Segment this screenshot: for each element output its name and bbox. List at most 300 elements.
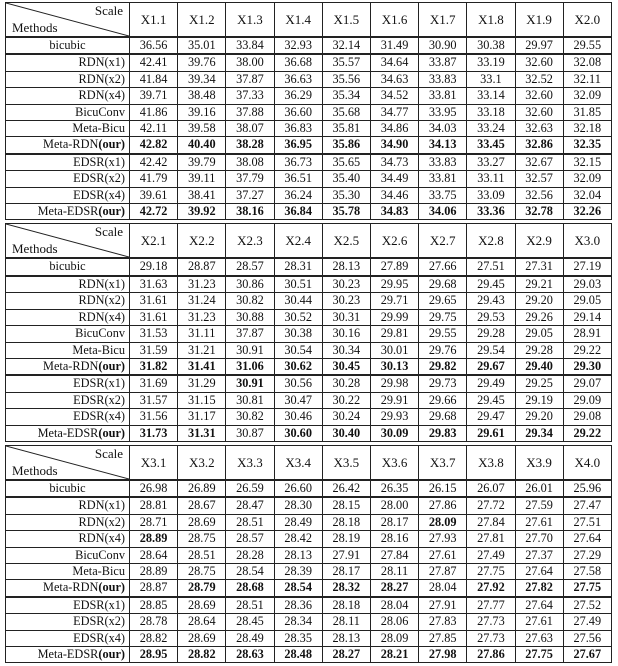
psnr-cell: 30.91 [226, 342, 274, 358]
psnr-cell: 29.81 [370, 326, 418, 342]
scale-header: X3.5 [322, 445, 370, 480]
method-cell [6, 88, 130, 104]
psnr-cell: 29.43 [467, 293, 515, 309]
method-cell [6, 647, 130, 663]
methods-label: Methods [12, 462, 58, 478]
psnr-cell: 28.71 [130, 514, 178, 530]
psnr-cell: 31.11 [178, 326, 226, 342]
scale-header: X1.3 [226, 3, 274, 38]
psnr-cell: 27.75 [467, 563, 515, 579]
scale-header: X1.8 [467, 3, 515, 38]
psnr-cell: 28.13 [274, 547, 322, 563]
psnr-cell: 30.24 [322, 409, 370, 425]
psnr-cell: 39.79 [178, 154, 226, 171]
psnr-cell: 32.86 [515, 137, 563, 154]
psnr-cell: 28.69 [178, 514, 226, 530]
psnr-cell: 31.21 [178, 342, 226, 358]
method-cell [6, 171, 130, 187]
method-cell [6, 614, 130, 630]
psnr-cell: 28.31 [274, 258, 322, 275]
psnr-cell: 34.63 [370, 71, 418, 87]
psnr-cell: 29.73 [419, 375, 467, 392]
psnr-cell: 30.88 [226, 309, 274, 325]
psnr-cell: 29.22 [563, 342, 611, 358]
psnr-cell: 32.14 [322, 37, 370, 54]
psnr-cell: 27.56 [563, 630, 611, 646]
psnr-cell: 29.26 [515, 309, 563, 325]
psnr-cell: 29.55 [419, 326, 467, 342]
psnr-cell: 35.81 [322, 121, 370, 137]
psnr-cell: 31.63 [130, 276, 178, 293]
method-cell [6, 375, 130, 392]
methods-label: Methods [12, 20, 58, 35]
psnr-cell: 27.92 [467, 580, 515, 597]
psnr-cell: 39.11 [178, 171, 226, 187]
psnr-cell: 28.89 [130, 531, 178, 547]
ours-tag: (our) [98, 580, 125, 595]
psnr-cell: 30.81 [226, 392, 274, 408]
psnr-cell: 39.34 [178, 71, 226, 87]
psnr-cell: 28.06 [370, 614, 418, 630]
method-cell [6, 204, 130, 220]
method-name: EDSR(x2) [73, 392, 125, 407]
psnr-cell: 29.98 [370, 375, 418, 392]
psnr-cell: 27.82 [515, 580, 563, 597]
psnr-cell: 30.09 [370, 425, 418, 441]
psnr-cell: 29.30 [563, 358, 611, 375]
psnr-cell: 39.92 [178, 204, 226, 220]
psnr-cell: 28.54 [226, 563, 274, 579]
method-name: EDSR(x2) [73, 614, 125, 629]
psnr-cell: 35.78 [322, 204, 370, 220]
psnr-cell: 28.35 [274, 630, 322, 646]
psnr-cell: 31.31 [178, 425, 226, 441]
psnr-cell: 38.41 [178, 187, 226, 203]
psnr-cell: 32.60 [515, 88, 563, 104]
psnr-cell: 42.42 [130, 154, 178, 171]
psnr-cell: 28.16 [370, 531, 418, 547]
psnr-cell: 32.60 [515, 54, 563, 71]
scale-header: X4.0 [563, 445, 611, 480]
method-cell [6, 71, 130, 87]
psnr-cell: 26.35 [370, 480, 418, 497]
psnr-cell: 38.08 [226, 154, 274, 171]
psnr-cell: 27.31 [515, 258, 563, 275]
psnr-cell: 29.65 [419, 293, 467, 309]
psnr-cell: 35.01 [178, 37, 226, 54]
psnr-cell: 32.11 [563, 71, 611, 87]
psnr-cell: 27.49 [467, 547, 515, 563]
scale-header: X2.8 [467, 224, 515, 259]
scale-header: X2.6 [370, 224, 418, 259]
psnr-cell: 29.75 [419, 309, 467, 325]
psnr-cell: 28.57 [226, 531, 274, 547]
psnr-cell: 34.52 [370, 88, 418, 104]
psnr-cell: 30.13 [370, 358, 418, 375]
psnr-cell: 29.68 [419, 409, 467, 425]
psnr-cell: 38.28 [226, 137, 274, 154]
psnr-cell: 29.21 [515, 276, 563, 293]
psnr-cell: 36.51 [274, 171, 322, 187]
psnr-cell: 32.56 [515, 187, 563, 203]
scale-header: X1.7 [419, 3, 467, 38]
psnr-cell: 32.63 [515, 121, 563, 137]
psnr-cell: 34.49 [370, 171, 418, 187]
psnr-cell: 33.24 [467, 121, 515, 137]
scale-header: X3.1 [130, 445, 178, 480]
psnr-cell: 30.56 [274, 375, 322, 392]
method-cell [6, 497, 130, 514]
psnr-cell: 36.60 [274, 104, 322, 120]
psnr-cell: 28.04 [370, 597, 418, 614]
method-cell [6, 425, 130, 441]
psnr-cell: 31.61 [130, 309, 178, 325]
psnr-cell: 35.65 [322, 154, 370, 171]
method-name: RDN(x1) [78, 498, 125, 513]
psnr-cell: 29.54 [467, 342, 515, 358]
psnr-cell: 28.75 [178, 531, 226, 547]
scale-header: X2.1 [130, 224, 178, 259]
method-name: EDSR(x1) [73, 597, 125, 612]
psnr-cell: 28.17 [370, 514, 418, 530]
diagonal-header-cell [6, 3, 130, 38]
psnr-cell: 28.54 [274, 580, 322, 597]
psnr-cell: 27.64 [563, 531, 611, 547]
results-table [5, 2, 612, 220]
scale-header: X3.3 [226, 445, 274, 480]
psnr-cell: 30.44 [274, 293, 322, 309]
psnr-cell: 30.52 [274, 309, 322, 325]
psnr-cell: 29.83 [419, 425, 467, 441]
psnr-cell: 31.17 [178, 409, 226, 425]
psnr-cell: 29.91 [370, 392, 418, 408]
psnr-cell: 34.13 [419, 137, 467, 154]
psnr-cell: 34.64 [370, 54, 418, 71]
method-cell [6, 54, 130, 71]
psnr-cell: 34.03 [419, 121, 467, 137]
method-name: RDN(x4) [78, 309, 125, 324]
psnr-cell: 28.69 [178, 630, 226, 646]
psnr-cell: 29.45 [467, 392, 515, 408]
method-cell [6, 276, 130, 293]
scale-header: X1.1 [130, 3, 178, 38]
psnr-cell: 27.61 [419, 547, 467, 563]
psnr-cell: 27.73 [467, 614, 515, 630]
method-name: bicubic [49, 480, 86, 495]
psnr-cell: 28.67 [178, 497, 226, 514]
psnr-cell: 28.36 [274, 597, 322, 614]
psnr-cell: 33.81 [419, 88, 467, 104]
psnr-cell: 39.16 [178, 104, 226, 120]
psnr-cell: 27.84 [370, 547, 418, 563]
method-name: Meta-RDN [43, 580, 99, 595]
psnr-cell: 28.78 [130, 614, 178, 630]
psnr-cell: 31.23 [178, 276, 226, 293]
psnr-cell: 28.64 [130, 547, 178, 563]
scale-header: X2.2 [178, 224, 226, 259]
psnr-cell: 30.54 [274, 342, 322, 358]
ours-tag: (our) [98, 204, 125, 219]
psnr-cell: 34.06 [419, 204, 467, 220]
scale-header: X1.6 [370, 3, 418, 38]
table-row [6, 580, 612, 597]
psnr-cell: 28.87 [130, 580, 178, 597]
psnr-cell: 33.45 [467, 137, 515, 154]
psnr-cell: 27.29 [563, 547, 611, 563]
psnr-cell: 28.34 [274, 614, 322, 630]
psnr-cell: 40.40 [178, 137, 226, 154]
diagonal-header-cell [6, 224, 130, 259]
method-name: Meta-EDSR [37, 647, 99, 661]
psnr-cell: 30.23 [322, 276, 370, 293]
psnr-cell: 27.58 [563, 563, 611, 579]
psnr-cell: 27.66 [419, 258, 467, 275]
table-row [6, 326, 612, 342]
psnr-cell: 31.57 [130, 392, 178, 408]
table-row [6, 547, 612, 563]
psnr-cell: 30.91 [226, 375, 274, 392]
psnr-cell: 28.81 [130, 497, 178, 514]
method-name: bicubic [49, 38, 86, 52]
psnr-cell: 29.93 [370, 409, 418, 425]
psnr-cell: 31.15 [178, 392, 226, 408]
psnr-cell: 28.51 [226, 514, 274, 530]
table-row [6, 309, 612, 325]
psnr-cell: 30.51 [274, 276, 322, 293]
psnr-cell: 29.82 [419, 358, 467, 375]
psnr-cell: 27.19 [563, 258, 611, 275]
method-name: Meta-RDN [43, 137, 99, 152]
psnr-cell: 29.08 [563, 409, 611, 425]
psnr-cell: 29.45 [467, 276, 515, 293]
method-name: Meta-Bicu [72, 563, 125, 578]
psnr-cell: 33.18 [467, 104, 515, 120]
scale-label: Scale [94, 445, 123, 461]
psnr-cell: 29.53 [467, 309, 515, 325]
table-row [6, 171, 612, 187]
psnr-cell: 26.89 [178, 480, 226, 497]
psnr-cell: 30.16 [322, 326, 370, 342]
psnr-cell: 29.95 [370, 276, 418, 293]
psnr-cell: 36.84 [274, 204, 322, 220]
psnr-cell: 28.82 [178, 647, 226, 663]
psnr-cell: 33.81 [419, 171, 467, 187]
psnr-cell: 32.09 [563, 171, 611, 187]
psnr-cell: 33.95 [419, 104, 467, 120]
table-row [6, 614, 612, 630]
psnr-cell: 32.09 [563, 88, 611, 104]
psnr-cell: 36.56 [130, 37, 178, 54]
scale-header: X3.4 [274, 445, 322, 480]
psnr-cell: 29.07 [563, 375, 611, 392]
psnr-cell: 26.01 [515, 480, 563, 497]
psnr-cell: 32.52 [515, 71, 563, 87]
psnr-cell: 30.90 [419, 37, 467, 54]
psnr-cell: 42.41 [130, 54, 178, 71]
method-name: EDSR(x4) [73, 409, 125, 424]
table-row [6, 137, 612, 154]
psnr-cell: 33.27 [467, 154, 515, 171]
psnr-cell: 33.11 [467, 171, 515, 187]
psnr-cell: 27.84 [467, 514, 515, 530]
table-row [6, 37, 612, 54]
table-row [6, 187, 612, 203]
table-row [6, 597, 612, 614]
table-row [6, 342, 612, 358]
psnr-cell: 29.19 [515, 392, 563, 408]
psnr-cell: 28.49 [274, 514, 322, 530]
method-cell [6, 630, 130, 646]
psnr-cell: 41.79 [130, 171, 178, 187]
psnr-cell: 37.87 [226, 71, 274, 87]
method-cell [6, 547, 130, 563]
psnr-cell: 34.46 [370, 187, 418, 203]
scale-header: X3.6 [370, 445, 418, 480]
psnr-cell: 37.88 [226, 104, 274, 120]
method-cell [6, 293, 130, 309]
psnr-cell: 33.75 [419, 187, 467, 203]
table-row [6, 121, 612, 137]
method-cell [6, 154, 130, 171]
psnr-cell: 27.75 [515, 647, 563, 663]
psnr-cell: 36.29 [274, 88, 322, 104]
ours-tag: (our) [98, 425, 125, 440]
psnr-cell: 28.09 [419, 514, 467, 530]
psnr-cell: 28.47 [226, 497, 274, 514]
method-name: RDN(x2) [78, 71, 125, 86]
psnr-cell: 36.24 [274, 187, 322, 203]
psnr-cell: 27.89 [370, 258, 418, 275]
psnr-cell: 36.63 [274, 71, 322, 87]
psnr-cell: 28.68 [226, 580, 274, 597]
table-row [6, 563, 612, 579]
psnr-cell: 29.28 [467, 326, 515, 342]
psnr-cell: 31.23 [178, 309, 226, 325]
psnr-cell: 30.38 [467, 37, 515, 54]
psnr-cell: 29.34 [515, 425, 563, 441]
psnr-cell: 27.93 [419, 531, 467, 547]
psnr-cell: 38.48 [178, 88, 226, 104]
psnr-cell: 39.58 [178, 121, 226, 137]
table-row [6, 480, 612, 497]
table-row [6, 54, 612, 71]
psnr-cell: 27.67 [563, 647, 611, 663]
method-name: EDSR(x2) [73, 171, 125, 186]
psnr-cell: 28.69 [178, 597, 226, 614]
psnr-cell: 27.72 [467, 497, 515, 514]
psnr-cell: 29.71 [370, 293, 418, 309]
psnr-cell: 29.05 [515, 326, 563, 342]
psnr-cell: 36.73 [274, 154, 322, 171]
psnr-cell: 33.14 [467, 88, 515, 104]
method-cell [6, 409, 130, 425]
ours-tag: (our) [98, 137, 125, 152]
psnr-cell: 28.45 [226, 614, 274, 630]
psnr-cell: 27.51 [563, 514, 611, 530]
scale-header: X1.5 [322, 3, 370, 38]
psnr-cell: 32.08 [563, 54, 611, 71]
method-cell [6, 187, 130, 203]
psnr-cell: 29.20 [515, 293, 563, 309]
table-row [6, 71, 612, 87]
method-name: EDSR(x4) [73, 187, 125, 202]
psnr-cell: 28.42 [274, 531, 322, 547]
method-cell [6, 358, 130, 375]
header-row [6, 224, 612, 259]
psnr-cell: 30.28 [322, 375, 370, 392]
method-name: BicuConv [75, 547, 125, 562]
psnr-cell: 31.41 [178, 358, 226, 375]
psnr-cell: 37.33 [226, 88, 274, 104]
psnr-cell: 38.00 [226, 54, 274, 71]
psnr-cell: 42.11 [130, 121, 178, 137]
psnr-cell: 29.25 [515, 375, 563, 392]
psnr-cell: 32.60 [515, 104, 563, 120]
psnr-cell: 37.87 [226, 326, 274, 342]
psnr-cell: 41.86 [130, 104, 178, 120]
results-tables [5, 0, 611, 663]
psnr-cell: 31.29 [178, 375, 226, 392]
psnr-cell: 28.27 [370, 580, 418, 597]
psnr-cell: 28.51 [178, 547, 226, 563]
table-row [6, 630, 612, 646]
psnr-cell: 35.40 [322, 171, 370, 187]
psnr-cell: 27.64 [515, 597, 563, 614]
psnr-cell: 27.64 [515, 563, 563, 579]
method-cell [6, 597, 130, 614]
psnr-cell: 33.87 [419, 54, 467, 71]
psnr-cell: 26.42 [322, 480, 370, 497]
psnr-cell: 28.27 [322, 647, 370, 663]
psnr-cell: 31.49 [370, 37, 418, 54]
psnr-cell: 29.76 [419, 342, 467, 358]
method-cell [6, 480, 130, 497]
table-row [6, 88, 612, 104]
psnr-cell: 27.81 [467, 531, 515, 547]
method-cell [6, 309, 130, 325]
psnr-cell: 33.36 [467, 204, 515, 220]
psnr-cell: 29.18 [130, 258, 178, 275]
scale-header: X1.9 [515, 3, 563, 38]
method-name: RDN(x4) [78, 531, 125, 546]
table-row [6, 392, 612, 408]
psnr-cell: 28.79 [178, 580, 226, 597]
method-name: RDN(x2) [78, 293, 125, 308]
psnr-cell: 28.18 [322, 597, 370, 614]
method-cell [6, 580, 130, 597]
method-cell [6, 342, 130, 358]
psnr-cell: 33.83 [419, 71, 467, 87]
psnr-cell: 36.68 [274, 54, 322, 71]
psnr-cell: 30.34 [322, 342, 370, 358]
scale-header: X3.7 [419, 445, 467, 480]
psnr-cell: 26.98 [130, 480, 178, 497]
psnr-cell: 28.00 [370, 497, 418, 514]
table-row [6, 497, 612, 514]
psnr-cell: 30.23 [322, 293, 370, 309]
psnr-cell: 27.47 [563, 497, 611, 514]
psnr-cell: 34.83 [370, 204, 418, 220]
method-name: BicuConv [75, 104, 125, 119]
psnr-cell: 28.48 [274, 647, 322, 663]
psnr-cell: 29.68 [419, 276, 467, 293]
psnr-cell: 30.01 [370, 342, 418, 358]
table-row [6, 409, 612, 425]
psnr-cell: 33.83 [419, 154, 467, 171]
method-cell [6, 531, 130, 547]
psnr-cell: 32.78 [515, 204, 563, 220]
psnr-cell: 35.57 [322, 54, 370, 71]
